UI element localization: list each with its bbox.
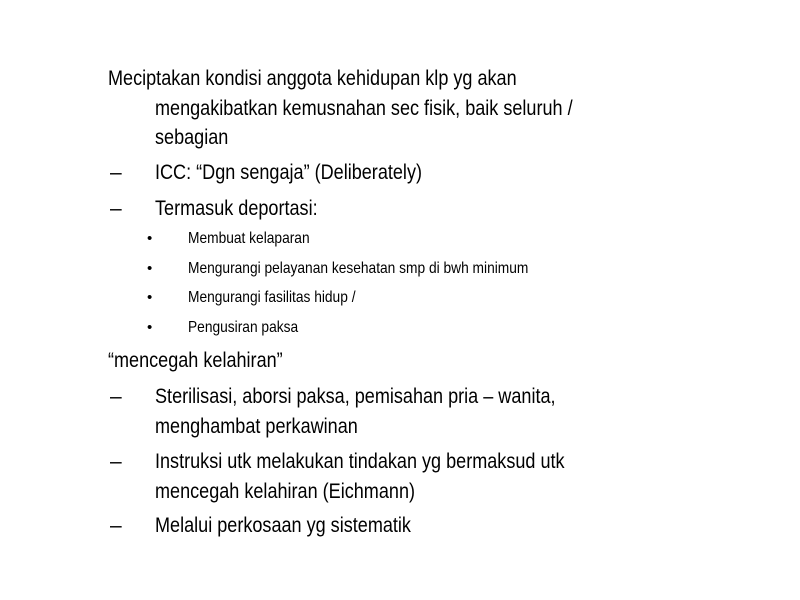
item-instruksi-line-1: Instruksi utk melakukan tindakan yg bermaksud utk — [155, 450, 565, 473]
heading-1-line-2: mengakibatkan kemusnahan sec fisik, baik seluruh / — [155, 97, 573, 120]
heading-1-line-1: Meciptakan kondisi anggota kehidupan klp yg akan — [108, 67, 517, 90]
heading-2: “mencegah kelahiran” — [108, 349, 283, 372]
dash-bullet: – — [110, 450, 122, 473]
item-icc: ICC: “Dgn sengaja” (Deliberately) — [155, 161, 422, 184]
dash-bullet: – — [110, 197, 122, 220]
dash-bullet: – — [110, 161, 122, 184]
dot-bullet: • — [147, 260, 153, 277]
dot-bullet: • — [147, 319, 153, 336]
heading-1-line-3: sebagian — [155, 126, 229, 149]
item-instruksi-line-2: mencegah kelahiran (Eichmann) — [155, 480, 416, 503]
subitem-4: Pengusiran paksa — [188, 319, 299, 336]
subitem-3: Mengurangi fasilitas hidup / — [188, 289, 356, 306]
item-sterilisasi-line-1: Sterilisasi, aborsi paksa, pemisahan pria – wanita, — [155, 385, 556, 408]
dash-bullet: – — [110, 514, 122, 537]
dash-bullet: – — [110, 385, 122, 408]
subitem-1: Membuat kelaparan — [188, 230, 310, 247]
item-deportasi: Termasuk deportasi: — [155, 197, 318, 220]
dot-bullet: • — [147, 230, 153, 247]
item-sterilisasi-line-2: menghambat perkawinan — [155, 415, 358, 438]
subitem-2: Mengurangi pelayanan kesehatan smp di bwh minimum — [188, 260, 529, 277]
item-perkosaan: Melalui perkosaan yg sistematik — [155, 514, 411, 537]
dot-bullet: • — [147, 289, 153, 306]
